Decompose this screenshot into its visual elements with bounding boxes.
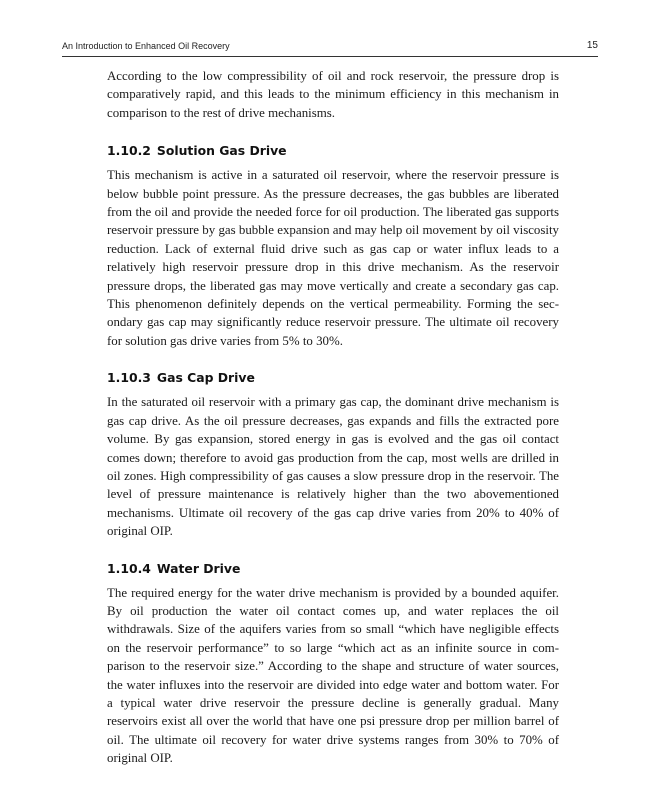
page-body — [107, 67, 559, 768]
section-paragraph-gas-cap-drive: In the saturated oil reservoir with a primary gas cap, the dominant drive mechanism is gas cap drive. As the oil pressure decreases, gas expands and fills the extracted pore volume. By gas expansion, stored energy in gas is evolved and the gas oil contact comes down; therefore to avoid gas production from the cap, most wells are drilled in oil zones. High compressibility of gas causes a slow pressure drop in the reservoir. The level of pressure maintenance is relatively higher than the two abovementioned mechanisms. Ultimate oil recovery of the gas cap drive varies from 20% to 40% of original OIP. — [107, 395, 559, 539]
section-heading-solution-gas-drive — [107, 142, 559, 160]
section-title: Water Drive — [156, 560, 241, 576]
page-number: 15 — [586, 40, 598, 51]
section-heading-gas-cap-drive — [107, 369, 559, 387]
section-number: 1.10.3 — [107, 370, 151, 386]
section-paragraph-water-drive: The required energy for the water drive mechanism is provided by a bounded aquifer. By oil production the water oil contact comes up, and water replaces the oil withdrawals. Size of the aquifers varies from so small “which have negligible effects on the reservoir performance” to so large “which act as an infinite source in comparison to the reservoir size.” According to the shape and structure of water sources, the water influxes into the reservoir are divided into edge water and bottom water. For a typical water drive reservoir the pressure decline is generally gradual. Many reservoirs exist all over the world that have one psi pressure drop per million barrel of oil. The ultimate oil recovery for water drive systems ranges from 30% to 70% of original OIP. — [107, 585, 559, 766]
section-title: Gas Cap Drive — [156, 370, 255, 386]
running-header — [62, 40, 598, 54]
section-number: 1.10.2 — [107, 143, 151, 159]
intro-paragraph: According to the low compressibility of oil and rock reservoir, the pressure drop is comparatively rapid, and this leads to the minimum efficiency in this mechanism in comparison to the rest of drive mechanisms. — [107, 69, 559, 120]
section-paragraph-solution-gas-drive: This mechanism is active in a saturated oil reservoir, where the reservoir pressure is below bubble point pressure. As the pressure decreases, the gas bubbles are liberated from the oil and provide the needed force for oil production. The liberated gas supports reservoir pressure by gas bubble expansion and may help oil movement by oil viscosity reduction. Lack of external fluid drive such as gas cap or water influx leads to a relatively high reservoir pressure drop in this drive mechanism. As the reservoir pressure drops, the liberated gas may move vertically and create a secondary gas cap. This phenomenon definitely depends on the vertical permeability. Forming the secondary gas cap may significantly reduce reservoir pressure. The ultimate oil recovery for solution gas drive varies from 5% to 30%. — [107, 168, 559, 348]
header-rule — [62, 56, 598, 57]
section-title: Solution Gas Drive — [156, 143, 287, 159]
section-number: 1.10.4 — [107, 560, 151, 576]
section-heading-water-drive — [107, 560, 559, 578]
book-title: An Introduction to Enhanced Oil Recovery — [62, 41, 230, 51]
